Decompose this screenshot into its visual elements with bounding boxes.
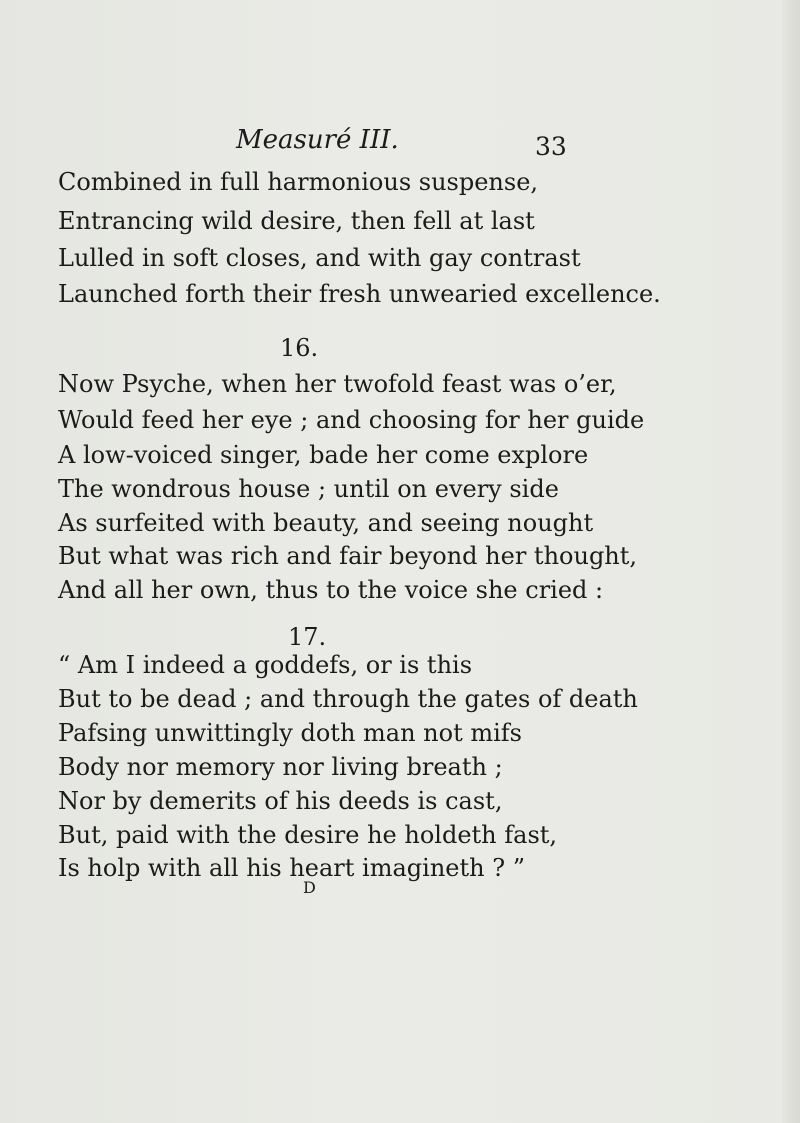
poem-line: Launched forth their fresh unwearied excellence.	[58, 280, 661, 308]
poem-line: Would feed her eye ; and choosing for her guide	[58, 406, 645, 434]
stanza-number: 16.	[280, 334, 319, 362]
poem-line: Body nor memory nor living breath ;	[58, 753, 503, 781]
poem-line: As surfeited with beauty, and seeing nought	[58, 509, 594, 537]
poem-line: Is holp with all his heart imagineth ? ”	[58, 854, 525, 882]
poem-line: And all her own, thus to the voice she cried :	[58, 576, 604, 604]
poem-line: But to be dead ; and through the gates of death	[58, 685, 638, 713]
poem-line: Combined in full harmonious suspense,	[58, 168, 539, 196]
poem-line: The wondrous house ; until on every side	[58, 475, 559, 503]
poem-line: Nor by demerits of his deeds is cast,	[58, 787, 503, 815]
poem-line: But, paid with the desire he holdeth fast,	[58, 821, 558, 849]
stanza-number: 17.	[288, 623, 327, 651]
poem-line: Entrancing wild desire, then fell at last	[58, 207, 535, 235]
poem-line: A low-voiced singer, bade her come explore	[58, 441, 589, 469]
poem-line: Now Psyche, when her twofold feast was o’er,	[58, 370, 617, 398]
page-edge	[782, 0, 800, 1123]
page-number: 33	[535, 132, 567, 161]
poem-line: Lulled in soft closes, and with gay contrast	[58, 244, 581, 272]
poem-line: But what was rich and fair beyond her thought,	[58, 542, 638, 570]
signature-mark: D	[303, 878, 316, 897]
poem-line: Pafsing unwittingly doth man not mifs	[58, 719, 522, 747]
poem-line: “ Am I indeed a goddefs, or is this	[58, 651, 473, 679]
running-head: Measuré III.	[236, 125, 399, 155]
